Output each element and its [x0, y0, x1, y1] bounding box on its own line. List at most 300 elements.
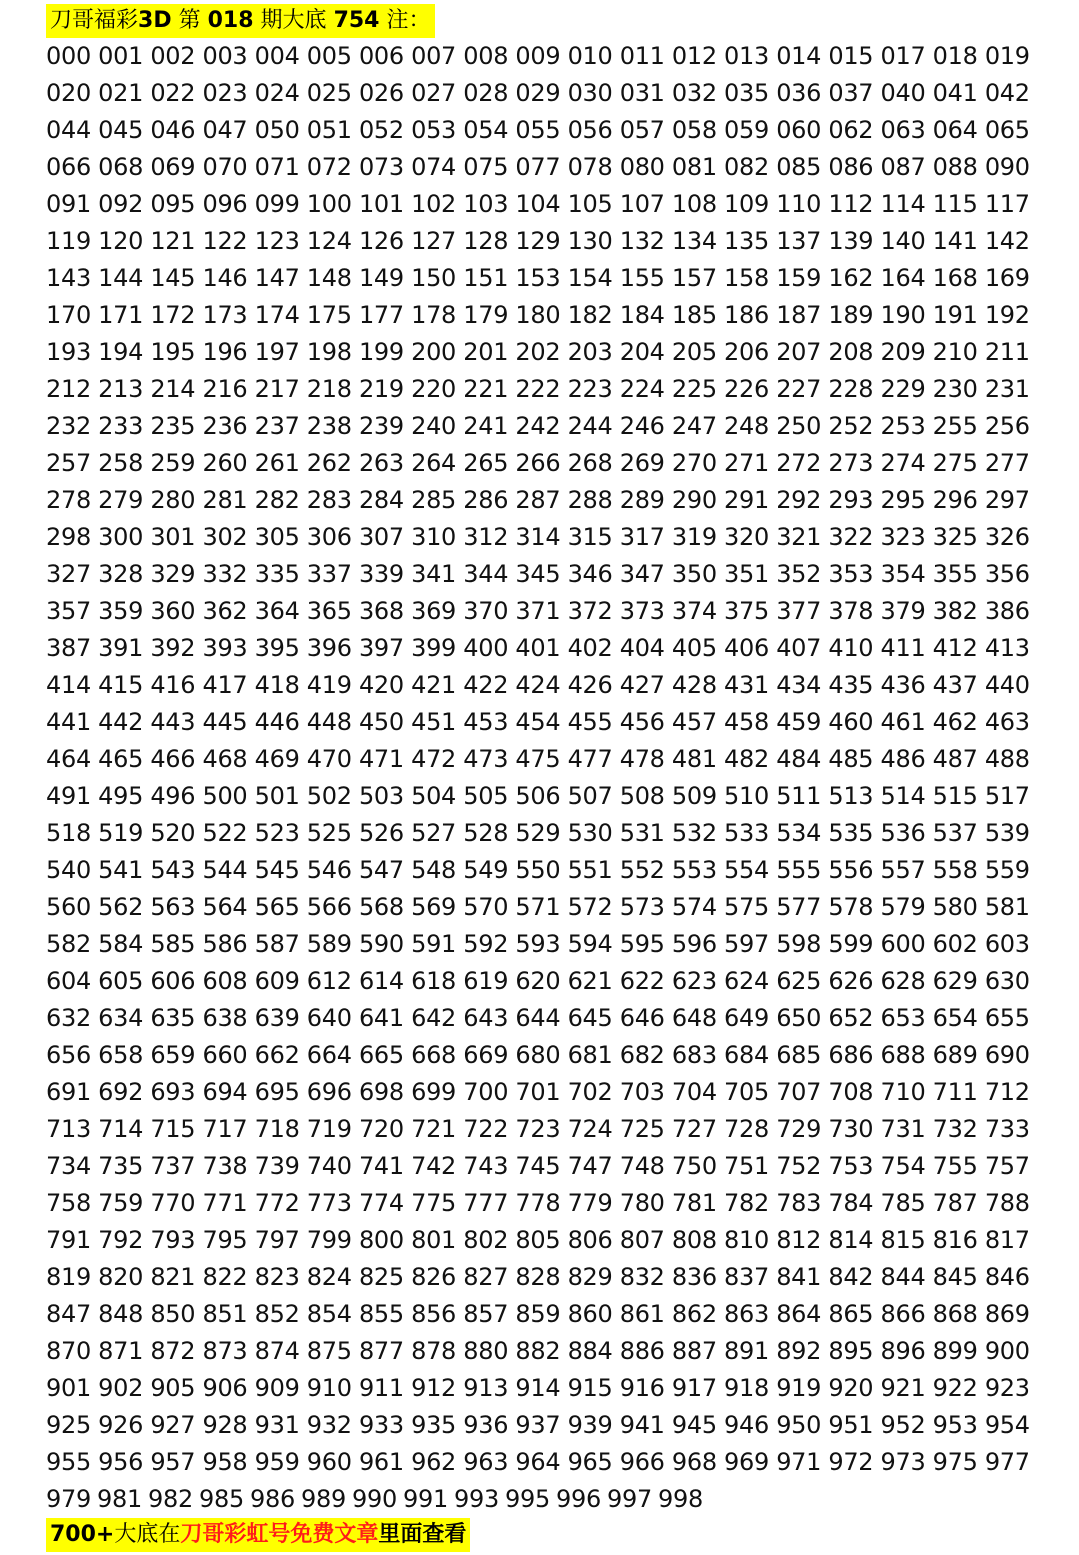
number-item: 115 — [932, 189, 978, 218]
number-item: 714 — [98, 1114, 144, 1143]
number-item: 158 — [724, 263, 769, 292]
number-item: 868 — [932, 1299, 978, 1328]
number-item: 315 — [567, 522, 613, 551]
number-item: 932 — [306, 1410, 352, 1439]
number-item: 727 — [671, 1114, 717, 1143]
number-item: 534 — [776, 818, 822, 847]
number-item: 720 — [358, 1114, 404, 1143]
number-item: 777 — [463, 1188, 509, 1217]
number-item: 937 — [515, 1410, 561, 1439]
number-item: 635 — [150, 1003, 196, 1032]
number-item: 965 — [567, 1447, 613, 1476]
number-row — [46, 1258, 1036, 1295]
number-item: 734 — [46, 1151, 91, 1180]
number-item: 712 — [984, 1077, 1030, 1106]
number-item: 096 — [202, 189, 248, 218]
number-item: 936 — [463, 1410, 509, 1439]
number-item: 826 — [411, 1262, 457, 1291]
number-item: 525 — [306, 818, 352, 847]
number-item: 630 — [984, 966, 1030, 995]
number-item: 360 — [150, 596, 196, 625]
number-item: 950 — [776, 1410, 822, 1439]
number-item: 046 — [150, 115, 196, 144]
number-item: 210 — [932, 337, 978, 366]
number-item: 954 — [984, 1410, 1030, 1439]
number-item: 861 — [619, 1299, 665, 1328]
number-item: 180 — [515, 300, 561, 329]
number-item: 665 — [358, 1040, 404, 1069]
number-item: 899 — [932, 1336, 978, 1365]
number-item: 998 — [658, 1484, 703, 1513]
number-item: 845 — [932, 1262, 978, 1291]
number-item: 205 — [671, 337, 717, 366]
number-item: 004 — [254, 41, 300, 70]
number-item: 375 — [724, 596, 769, 625]
number-item: 504 — [411, 781, 457, 810]
number-item: 603 — [984, 929, 1030, 958]
number-row — [46, 1110, 1036, 1147]
number-item: 953 — [932, 1410, 978, 1439]
page-title — [46, 4, 435, 38]
number-item: 189 — [828, 300, 874, 329]
number-item: 145 — [150, 263, 196, 292]
number-item: 326 — [984, 522, 1030, 551]
number-item: 718 — [254, 1114, 300, 1143]
number-item: 196 — [202, 337, 248, 366]
number-item: 462 — [932, 707, 978, 736]
number-item: 506 — [515, 781, 561, 810]
number-item: 722 — [463, 1114, 509, 1143]
number-item: 628 — [880, 966, 926, 995]
number-item: 242 — [515, 411, 561, 440]
footer-note — [46, 1518, 470, 1552]
number-item: 277 — [984, 448, 1030, 477]
number-item: 662 — [254, 1040, 300, 1069]
number-item: 146 — [202, 263, 248, 292]
number-row — [46, 1147, 1036, 1184]
number-item: 771 — [202, 1188, 248, 1217]
number-item: 413 — [984, 633, 1030, 662]
number-item: 212 — [46, 374, 91, 403]
number-item: 086 — [828, 152, 874, 181]
number-item: 825 — [358, 1262, 404, 1291]
number-item: 536 — [880, 818, 926, 847]
footer-suffix: 里面查看 — [378, 1522, 467, 1547]
number-item: 482 — [724, 744, 769, 773]
number-item: 044 — [46, 115, 91, 144]
number-item: 193 — [46, 337, 91, 366]
number-item: 386 — [984, 596, 1030, 625]
number-item: 026 — [358, 78, 404, 107]
number-row — [46, 37, 1036, 74]
number-item: 914 — [515, 1373, 561, 1402]
number-item: 549 — [463, 855, 509, 884]
number-item: 200 — [411, 337, 457, 366]
number-item: 528 — [463, 818, 509, 847]
number-item: 989 — [301, 1484, 346, 1513]
title-issue: 018 — [207, 8, 254, 33]
number-item: 810 — [724, 1225, 769, 1254]
number-item: 632 — [46, 1003, 91, 1032]
number-item: 244 — [567, 411, 613, 440]
number-item: 266 — [515, 448, 561, 477]
number-item: 896 — [880, 1336, 926, 1365]
number-item: 608 — [202, 966, 248, 995]
number-item: 514 — [880, 781, 926, 810]
number-item: 590 — [358, 929, 404, 958]
number-row — [46, 74, 1036, 111]
number-item: 373 — [619, 596, 665, 625]
number-item: 732 — [932, 1114, 978, 1143]
number-item: 312 — [463, 522, 509, 551]
number-item: 105 — [567, 189, 613, 218]
number-item: 365 — [306, 596, 352, 625]
number-item: 022 — [150, 78, 196, 107]
number-item: 862 — [671, 1299, 717, 1328]
number-item: 241 — [463, 411, 509, 440]
number-item: 805 — [515, 1225, 561, 1254]
number-item: 928 — [202, 1410, 248, 1439]
number-row — [46, 851, 1036, 888]
number-item: 127 — [411, 226, 457, 255]
number-item: 711 — [932, 1077, 978, 1106]
number-item: 297 — [984, 485, 1030, 514]
number-item: 005 — [306, 41, 352, 70]
number-item: 091 — [46, 189, 91, 218]
number-item: 469 — [254, 744, 300, 773]
number-item: 422 — [463, 670, 509, 699]
number-item: 170 — [46, 300, 91, 329]
number-item: 602 — [932, 929, 978, 958]
number-item: 565 — [254, 892, 300, 921]
number-item: 352 — [776, 559, 822, 588]
number-item: 816 — [932, 1225, 978, 1254]
number-item: 420 — [358, 670, 404, 699]
number-item: 411 — [880, 633, 926, 662]
number-item: 232 — [46, 411, 91, 440]
number-item: 887 — [671, 1336, 717, 1365]
number-item: 027 — [411, 78, 457, 107]
number-item: 700 — [463, 1077, 509, 1106]
number-item: 915 — [567, 1373, 613, 1402]
number-item: 460 — [828, 707, 874, 736]
number-item: 646 — [619, 1003, 665, 1032]
number-item: 606 — [150, 966, 196, 995]
header — [46, 4, 435, 38]
number-item: 900 — [984, 1336, 1030, 1365]
number-item: 619 — [463, 966, 509, 995]
number-item: 419 — [306, 670, 352, 699]
number-item: 884 — [567, 1336, 613, 1365]
number-item: 951 — [828, 1410, 874, 1439]
number-item: 655 — [984, 1003, 1030, 1032]
number-item: 902 — [98, 1373, 144, 1402]
number-item: 410 — [828, 633, 874, 662]
number-row — [46, 1480, 1036, 1517]
number-item: 310 — [411, 522, 457, 551]
number-item: 797 — [254, 1225, 300, 1254]
number-item: 812 — [776, 1225, 822, 1254]
number-item: 268 — [567, 448, 613, 477]
number-item: 306 — [306, 522, 352, 551]
number-item: 104 — [515, 189, 561, 218]
number-item: 562 — [98, 892, 144, 921]
number-item: 301 — [150, 522, 196, 551]
number-item: 081 — [671, 152, 717, 181]
number-item: 148 — [306, 263, 352, 292]
number-item: 511 — [776, 781, 822, 810]
number-item: 526 — [358, 818, 404, 847]
number-item: 237 — [254, 411, 300, 440]
number-item: 575 — [724, 892, 769, 921]
number-item: 495 — [98, 781, 144, 810]
number-item: 847 — [46, 1299, 91, 1328]
number-item: 291 — [724, 485, 769, 514]
number-item: 715 — [150, 1114, 196, 1143]
number-item: 973 — [880, 1447, 926, 1476]
number-item: 035 — [724, 78, 769, 107]
number-item: 640 — [306, 1003, 352, 1032]
number-item: 621 — [567, 966, 613, 995]
number-item: 300 — [98, 522, 144, 551]
number-item: 579 — [880, 892, 926, 921]
number-item: 446 — [254, 707, 300, 736]
number-item: 945 — [671, 1410, 717, 1439]
number-item: 208 — [828, 337, 874, 366]
number-item: 264 — [411, 448, 457, 477]
number-item: 062 — [828, 115, 874, 144]
number-item: 563 — [150, 892, 196, 921]
number-item: 073 — [358, 152, 404, 181]
number-item: 645 — [567, 1003, 613, 1032]
number-item: 013 — [724, 41, 769, 70]
number-item: 296 — [932, 485, 978, 514]
number-item: 468 — [202, 744, 248, 773]
number-item: 355 — [932, 559, 978, 588]
number-item: 379 — [880, 596, 926, 625]
number-item: 649 — [724, 1003, 769, 1032]
number-item: 344 — [463, 559, 509, 588]
number-row — [46, 555, 1036, 592]
number-item: 793 — [150, 1225, 196, 1254]
number-item: 218 — [306, 374, 352, 403]
number-item: 278 — [46, 485, 91, 514]
title-prefix: 刀哥福彩 — [50, 8, 139, 33]
number-item: 739 — [254, 1151, 300, 1180]
number-item: 463 — [984, 707, 1030, 736]
number-item: 328 — [98, 559, 144, 588]
number-item: 426 — [567, 670, 613, 699]
number-row — [46, 777, 1036, 814]
number-item: 047 — [202, 115, 248, 144]
number-item: 257 — [46, 448, 91, 477]
number-item: 052 — [358, 115, 404, 144]
number-row — [46, 592, 1036, 629]
number-item: 865 — [828, 1299, 874, 1328]
number-item: 650 — [776, 1003, 822, 1032]
number-item: 780 — [619, 1188, 665, 1217]
number-grid — [46, 37, 1036, 1517]
number-item: 101 — [358, 189, 404, 218]
number-item: 192 — [984, 300, 1030, 329]
number-item: 456 — [619, 707, 665, 736]
number-item: 870 — [46, 1336, 91, 1365]
number-row — [46, 925, 1036, 962]
number-item: 123 — [254, 226, 300, 255]
number-item: 742 — [411, 1151, 457, 1180]
number-item: 075 — [463, 152, 509, 181]
number-item: 369 — [411, 596, 457, 625]
number-row — [46, 1036, 1036, 1073]
number-item: 917 — [671, 1373, 717, 1402]
number-item: 852 — [254, 1299, 300, 1328]
number-item: 274 — [880, 448, 926, 477]
number-item: 623 — [671, 966, 717, 995]
number-item: 428 — [671, 670, 717, 699]
number-item: 728 — [724, 1114, 769, 1143]
number-item: 378 — [828, 596, 874, 625]
number-item: 275 — [932, 448, 978, 477]
number-item: 544 — [202, 855, 248, 884]
number-item: 801 — [411, 1225, 457, 1254]
number-item: 557 — [880, 855, 926, 884]
number-item: 279 — [98, 485, 144, 514]
number-row — [46, 518, 1036, 555]
number-item: 435 — [828, 670, 874, 699]
number-item: 282 — [254, 485, 300, 514]
number-item: 710 — [880, 1077, 926, 1106]
number-item: 141 — [932, 226, 978, 255]
number-item: 857 — [463, 1299, 509, 1328]
number-item: 869 — [984, 1299, 1030, 1328]
number-item: 620 — [515, 966, 561, 995]
number-item: 153 — [515, 263, 561, 292]
number-item: 581 — [984, 892, 1030, 921]
number-item: 986 — [250, 1484, 295, 1513]
number-item: 396 — [306, 633, 352, 662]
number-item: 415 — [98, 670, 144, 699]
number-item: 598 — [776, 929, 822, 958]
number-item: 548 — [411, 855, 457, 884]
number-item: 856 — [411, 1299, 457, 1328]
number-item: 391 — [98, 633, 144, 662]
number-item: 003 — [202, 41, 248, 70]
number-item: 077 — [515, 152, 561, 181]
number-item: 441 — [46, 707, 91, 736]
number-item: 531 — [619, 818, 665, 847]
number-item: 070 — [202, 152, 248, 181]
number-item: 817 — [984, 1225, 1030, 1254]
number-item: 642 — [411, 1003, 457, 1032]
number-item: 653 — [880, 1003, 926, 1032]
number-item: 964 — [515, 1447, 561, 1476]
number-item: 919 — [776, 1373, 822, 1402]
number-item: 199 — [358, 337, 404, 366]
number-item: 109 — [724, 189, 769, 218]
number-item: 217 — [254, 374, 300, 403]
number-item: 071 — [254, 152, 300, 181]
number-item: 781 — [671, 1188, 717, 1217]
number-item: 854 — [306, 1299, 352, 1328]
number-item: 069 — [150, 152, 196, 181]
number-item: 979 — [46, 1484, 91, 1513]
number-item: 240 — [411, 411, 457, 440]
number-item: 772 — [254, 1188, 300, 1217]
number-item: 470 — [306, 744, 352, 773]
number-item: 374 — [671, 596, 717, 625]
number-item: 530 — [567, 818, 613, 847]
number-item: 364 — [254, 596, 300, 625]
number-item: 203 — [567, 337, 613, 366]
number-item: 643 — [463, 1003, 509, 1032]
number-item: 475 — [515, 744, 561, 773]
number-item: 882 — [515, 1336, 561, 1365]
number-item: 142 — [984, 226, 1030, 255]
number-item: 959 — [254, 1447, 300, 1476]
number-item: 431 — [724, 670, 769, 699]
number-item: 971 — [776, 1447, 822, 1476]
number-item: 892 — [776, 1336, 822, 1365]
number-item: 399 — [411, 633, 457, 662]
number-item: 466 — [150, 744, 196, 773]
number-item: 126 — [358, 226, 404, 255]
number-item: 477 — [567, 744, 613, 773]
number-item: 350 — [671, 559, 717, 588]
number-item: 779 — [567, 1188, 613, 1217]
number-item: 827 — [463, 1262, 509, 1291]
number-item: 496 — [150, 781, 196, 810]
number-item: 684 — [724, 1040, 769, 1069]
number-item: 407 — [776, 633, 822, 662]
number-item: 231 — [984, 374, 1030, 403]
number-item: 828 — [515, 1262, 561, 1291]
number-item: 680 — [515, 1040, 561, 1069]
number-item: 287 — [515, 485, 561, 514]
number-item: 747 — [567, 1151, 613, 1180]
number-item: 322 — [828, 522, 874, 551]
number-item: 733 — [984, 1114, 1030, 1143]
number-item: 911 — [358, 1373, 404, 1402]
number-item: 130 — [567, 226, 613, 255]
number-item: 751 — [724, 1151, 769, 1180]
number-item: 314 — [515, 522, 561, 551]
number-item: 491 — [46, 781, 91, 810]
number-item: 752 — [776, 1151, 822, 1180]
number-item: 859 — [515, 1299, 561, 1328]
number-item: 591 — [411, 929, 457, 958]
number-item: 302 — [202, 522, 248, 551]
number-item: 719 — [306, 1114, 352, 1143]
number-item: 213 — [98, 374, 144, 403]
number-item: 545 — [254, 855, 300, 884]
number-item: 132 — [619, 226, 665, 255]
number-item: 695 — [254, 1077, 300, 1106]
number-item: 713 — [46, 1114, 91, 1143]
number-item: 139 — [828, 226, 874, 255]
number-item: 134 — [671, 226, 717, 255]
number-item: 102 — [411, 189, 457, 218]
number-item: 832 — [619, 1262, 665, 1291]
number-item: 393 — [202, 633, 248, 662]
number-item: 198 — [306, 337, 352, 366]
number-item: 782 — [724, 1188, 769, 1217]
number-item: 691 — [46, 1077, 91, 1106]
number-item: 100 — [306, 189, 352, 218]
number-row — [46, 1406, 1036, 1443]
number-item: 157 — [671, 263, 717, 292]
number-item: 327 — [46, 559, 91, 588]
number-item: 960 — [306, 1447, 352, 1476]
